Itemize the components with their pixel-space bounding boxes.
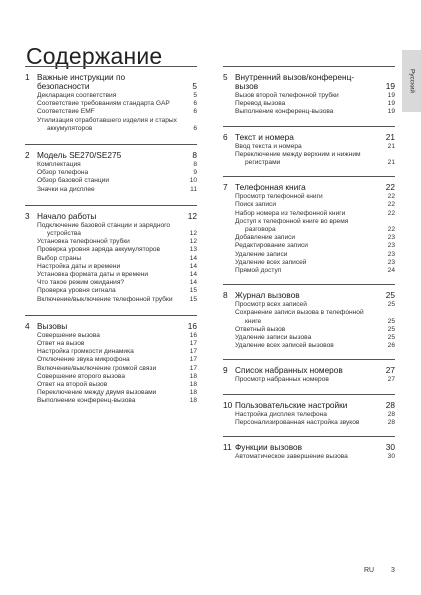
toc-entry[interactable]	[37, 271, 197, 279]
toc-entry[interactable]	[235, 100, 395, 108]
entry-label: Поиск записи	[235, 201, 277, 209]
entry-page: 21	[387, 142, 395, 150]
entry-label: Персонализированная настройка звуков	[235, 418, 360, 426]
toc-entry[interactable]	[37, 296, 197, 304]
entry-label: Переключение между верхним и нижним регистрами	[235, 150, 361, 167]
footer-language: RU	[364, 567, 375, 574]
entry-label: Включение/выключение телефонной трубки	[37, 295, 173, 303]
toc-entry[interactable]	[37, 348, 197, 356]
entry-page: 18	[189, 372, 197, 380]
toc-entry[interactable]	[235, 342, 395, 350]
entry-page: 16	[189, 331, 197, 339]
entry-page: 17	[189, 356, 197, 364]
entry-page: 27	[387, 376, 395, 384]
toc-section	[223, 66, 395, 117]
toc-entry[interactable]	[235, 267, 395, 275]
section-page: 28	[385, 399, 395, 410]
entry-page: 5	[193, 92, 197, 99]
language-tab-label: Русский	[408, 68, 415, 94]
section-page: 30	[385, 442, 395, 453]
section-title: Функции вызовов	[235, 442, 303, 453]
section-title: Список набранных номеров	[235, 365, 343, 376]
toc-section-heading[interactable]	[223, 443, 395, 452]
entry-page: 18	[189, 397, 197, 405]
section-page: 5	[192, 81, 197, 91]
section-number: 2	[25, 150, 30, 161]
entry-label: Автоматическое завершение вызова	[235, 453, 348, 461]
toc-section-heading[interactable]	[223, 366, 395, 375]
toc-entry[interactable]	[37, 397, 197, 405]
section-page: 8	[192, 150, 197, 161]
toc-entry[interactable]	[235, 218, 395, 234]
section-number: 3	[25, 210, 30, 221]
toc-entry[interactable]	[37, 161, 197, 169]
toc-section	[223, 394, 395, 427]
section-title: Внутренний вызов/конференц-вызов	[235, 72, 355, 91]
entry-label: Доступ к телефонной книге во время разговора	[235, 217, 349, 234]
entry-label: Вызов второй телефонной трубки	[235, 92, 339, 99]
entry-label: Соответствие требованиям стандарта GAP	[37, 100, 170, 108]
toc-entry[interactable]	[37, 108, 197, 116]
entry-page: 6	[193, 124, 197, 132]
entry-label: Просмотр набранных номеров	[235, 376, 329, 384]
section-page: 25	[385, 290, 395, 301]
toc-entry[interactable]	[235, 108, 395, 116]
entry-label: Включение/выключение громкой связи	[37, 364, 157, 372]
entry-label: Ответ на второй вызов	[37, 381, 108, 389]
toc-entry[interactable]	[37, 356, 197, 364]
toc-section-heading[interactable]	[223, 291, 395, 300]
entry-label: Добавление записи	[235, 234, 296, 242]
entry-page: 22	[387, 193, 395, 201]
entry-page: 26	[387, 342, 395, 350]
toc-entry[interactable]	[235, 419, 395, 427]
toc-entry[interactable]	[235, 151, 395, 167]
toc-entry[interactable]	[235, 193, 395, 201]
entry-page: 18	[189, 389, 197, 397]
toc-entry[interactable]	[235, 201, 395, 209]
section-title: Текст и номера	[235, 131, 294, 142]
entry-page: 22	[387, 226, 395, 234]
entry-page: 23	[387, 234, 395, 242]
toc-entry[interactable]	[37, 381, 197, 389]
toc-entry[interactable]	[37, 287, 197, 295]
section-page: 27	[385, 365, 395, 376]
entry-page: 30	[387, 453, 395, 461]
entry-label: Удаление записи вызова	[235, 334, 312, 342]
toc-entry[interactable]	[235, 92, 395, 100]
section-number: 5	[223, 72, 228, 82]
entry-page: 6	[193, 100, 197, 108]
section-title: Начало работы	[37, 210, 97, 221]
toc-entry[interactable]	[235, 234, 395, 242]
entry-page: 24	[387, 267, 395, 275]
toc-entry[interactable]	[37, 373, 197, 381]
toc-section-heading[interactable]	[25, 212, 197, 221]
toc-section-heading[interactable]	[223, 133, 395, 142]
toc-entry[interactable]	[37, 117, 197, 133]
entry-label: Утилизация отработавшего изделия и старых аккумуляторов	[37, 116, 177, 132]
entry-label: Удаление записи	[235, 250, 288, 258]
entry-page: 22	[387, 209, 395, 217]
entry-label: Проверка уровня заряда аккумуляторов	[37, 246, 161, 254]
toc-section-heading[interactable]	[25, 73, 197, 91]
toc-entry[interactable]	[235, 326, 395, 334]
section-title: Важные инструкции по безопасности	[37, 72, 126, 91]
toc-entry[interactable]	[37, 389, 197, 397]
entry-page: 23	[387, 250, 395, 258]
toc-entry[interactable]	[235, 309, 395, 325]
entry-label: Отключение звука микрофона	[37, 356, 130, 364]
entry-page: 25	[387, 317, 395, 325]
entry-page: 25	[387, 334, 395, 342]
section-number: 11	[223, 442, 232, 453]
entry-label: Удаление всех записей вызовов	[235, 342, 334, 350]
entry-page: 12	[189, 230, 197, 238]
toc-entry[interactable]	[37, 222, 197, 238]
toc-section	[25, 66, 197, 133]
entry-page: 14	[189, 279, 197, 287]
entry-label: Что такое режим ожидания?	[37, 279, 125, 287]
toc-section	[25, 205, 197, 304]
entry-label: Переключение между двумя вызовами	[37, 389, 157, 397]
entry-page: 21	[387, 159, 395, 167]
toc-entry[interactable]	[37, 263, 197, 271]
toc-entry[interactable]	[37, 279, 197, 287]
toc-entry[interactable]	[235, 259, 395, 267]
section-title: Телефонная книга	[235, 182, 306, 193]
section-page: 22	[385, 182, 395, 193]
toc-section-heading[interactable]	[223, 73, 395, 91]
toc-entry[interactable]	[37, 255, 197, 263]
page-title: Содержание	[26, 43, 163, 70]
entry-label: Значки на дисплее	[37, 185, 95, 193]
entry-label: Перевод вызова	[235, 100, 286, 108]
entry-page: 22	[387, 201, 395, 209]
entry-page: 10	[189, 177, 197, 185]
entry-page: 17	[189, 340, 197, 348]
entry-page: 28	[387, 410, 395, 418]
toc-entry[interactable]	[37, 186, 197, 194]
toc-section	[223, 176, 395, 275]
toc-entry[interactable]	[37, 365, 197, 373]
entry-label: Обзор телефона	[37, 169, 89, 177]
toc-section-heading[interactable]	[25, 322, 197, 331]
toc-section-heading[interactable]	[25, 151, 197, 160]
entry-label: Просмотр всех записей	[235, 301, 307, 309]
toc-entry[interactable]	[235, 143, 395, 151]
footer-page-number: 3	[391, 567, 395, 574]
entry-label: Подключение базовой станции и зарядного устройства	[37, 221, 171, 238]
section-page: 12	[187, 210, 197, 221]
toc-entry[interactable]	[37, 100, 197, 108]
entry-label: Настройка даты и времени	[37, 262, 121, 270]
section-title: Журнал вызовов	[235, 290, 300, 301]
entry-page: 15	[189, 295, 197, 303]
section-number: 10	[223, 399, 233, 410]
section-number: 1	[25, 72, 30, 82]
toc-entry[interactable]	[235, 210, 395, 218]
section-page: 16	[187, 320, 197, 331]
entry-label: Выполнение конференц-вызова	[37, 397, 136, 405]
section-number: 7	[223, 182, 228, 193]
section-page: 19	[385, 81, 395, 91]
entry-page: 23	[387, 242, 395, 250]
entry-page: 19	[387, 100, 395, 108]
entry-page: 11	[190, 185, 197, 193]
toc-section	[223, 436, 395, 461]
entry-label: Ответ на вызов	[37, 340, 85, 348]
entry-label: Установка формата даты и времени	[37, 271, 149, 279]
toc-entry[interactable]	[37, 238, 197, 246]
entry-page: 17	[189, 348, 197, 356]
toc-entry[interactable]	[235, 251, 395, 259]
entry-page: 14	[189, 254, 197, 262]
entry-page: 23	[387, 258, 395, 266]
entry-page: 28	[387, 418, 395, 426]
entry-page: 19	[387, 92, 395, 99]
entry-page: 6	[193, 108, 197, 116]
toc-entry[interactable]	[37, 92, 197, 100]
entry-label: Декларация соответствия	[37, 92, 117, 99]
entry-page: 15	[189, 287, 197, 295]
entry-label: Выбор страны	[37, 254, 82, 262]
section-page: 21	[385, 131, 395, 142]
entry-page: 19	[387, 108, 395, 116]
toc-section	[25, 144, 197, 194]
toc-left-column	[25, 66, 197, 417]
toc-entry[interactable]	[235, 411, 395, 419]
entry-page: 9	[193, 169, 197, 177]
section-number: 8	[223, 290, 228, 301]
entry-page: 18	[189, 381, 197, 389]
language-tab	[402, 50, 421, 112]
toc-section-heading[interactable]	[223, 401, 395, 410]
entry-label: Совершение вызова	[37, 331, 100, 339]
entry-page: 25	[387, 301, 395, 309]
section-number: 9	[223, 365, 228, 376]
section-number: 4	[25, 320, 30, 331]
section-title: Модель SE270/SE275	[37, 150, 122, 161]
toc-right-column	[223, 66, 395, 470]
entry-label: Комплектация	[37, 161, 81, 169]
entry-label: Настройка громкости динамика	[37, 348, 134, 356]
entry-page: 25	[387, 325, 395, 333]
toc-entry[interactable]	[37, 177, 197, 185]
entry-label: Набор номера из телефонной книги	[235, 209, 346, 217]
toc-entry[interactable]	[37, 332, 197, 340]
entry-label: Ввод текста и номера	[235, 142, 302, 150]
entry-label: Совершение второго вызова	[37, 372, 125, 380]
toc-section	[223, 126, 395, 168]
entry-label: Удаление всех записей	[235, 258, 307, 266]
entry-label: Обзор базовой станции	[37, 177, 110, 185]
entry-page: 17	[189, 364, 197, 372]
entry-page: 14	[189, 271, 197, 279]
entry-label: Соответствие EMF	[37, 108, 95, 116]
toc-section-heading[interactable]	[223, 183, 395, 192]
entry-label: Ответный вызов	[235, 325, 286, 333]
toc-entry[interactable]	[235, 453, 395, 461]
entry-label: Прямой доступ	[235, 267, 282, 275]
toc-section	[223, 284, 395, 350]
entry-page: 13	[189, 246, 197, 254]
toc-entry[interactable]	[235, 376, 395, 384]
entry-label: Редактирование записи	[235, 242, 308, 250]
entry-page: 14	[189, 262, 197, 270]
entry-page: 8	[193, 161, 197, 169]
toc-entry[interactable]	[37, 246, 197, 254]
toc-section	[223, 359, 395, 384]
section-title: Вызовы	[37, 320, 68, 331]
entry-label: Настройка дисплея телефона	[235, 410, 327, 418]
section-number: 6	[223, 131, 228, 142]
entry-label: Выполнение конференц-вызова	[235, 108, 334, 116]
entry-page: 12	[189, 238, 197, 246]
toc-entry[interactable]	[235, 242, 395, 250]
entry-label: Сохранение записи вызова в телефонной книге	[235, 309, 364, 325]
entry-label: Просмотр телефонной книги	[235, 193, 323, 201]
toc-section	[25, 315, 197, 406]
entry-label: Установка телефонной трубки	[37, 238, 130, 246]
section-title: Пользовательские настройки	[235, 399, 348, 410]
entry-label: Проверка уровня сигнала	[37, 287, 116, 295]
